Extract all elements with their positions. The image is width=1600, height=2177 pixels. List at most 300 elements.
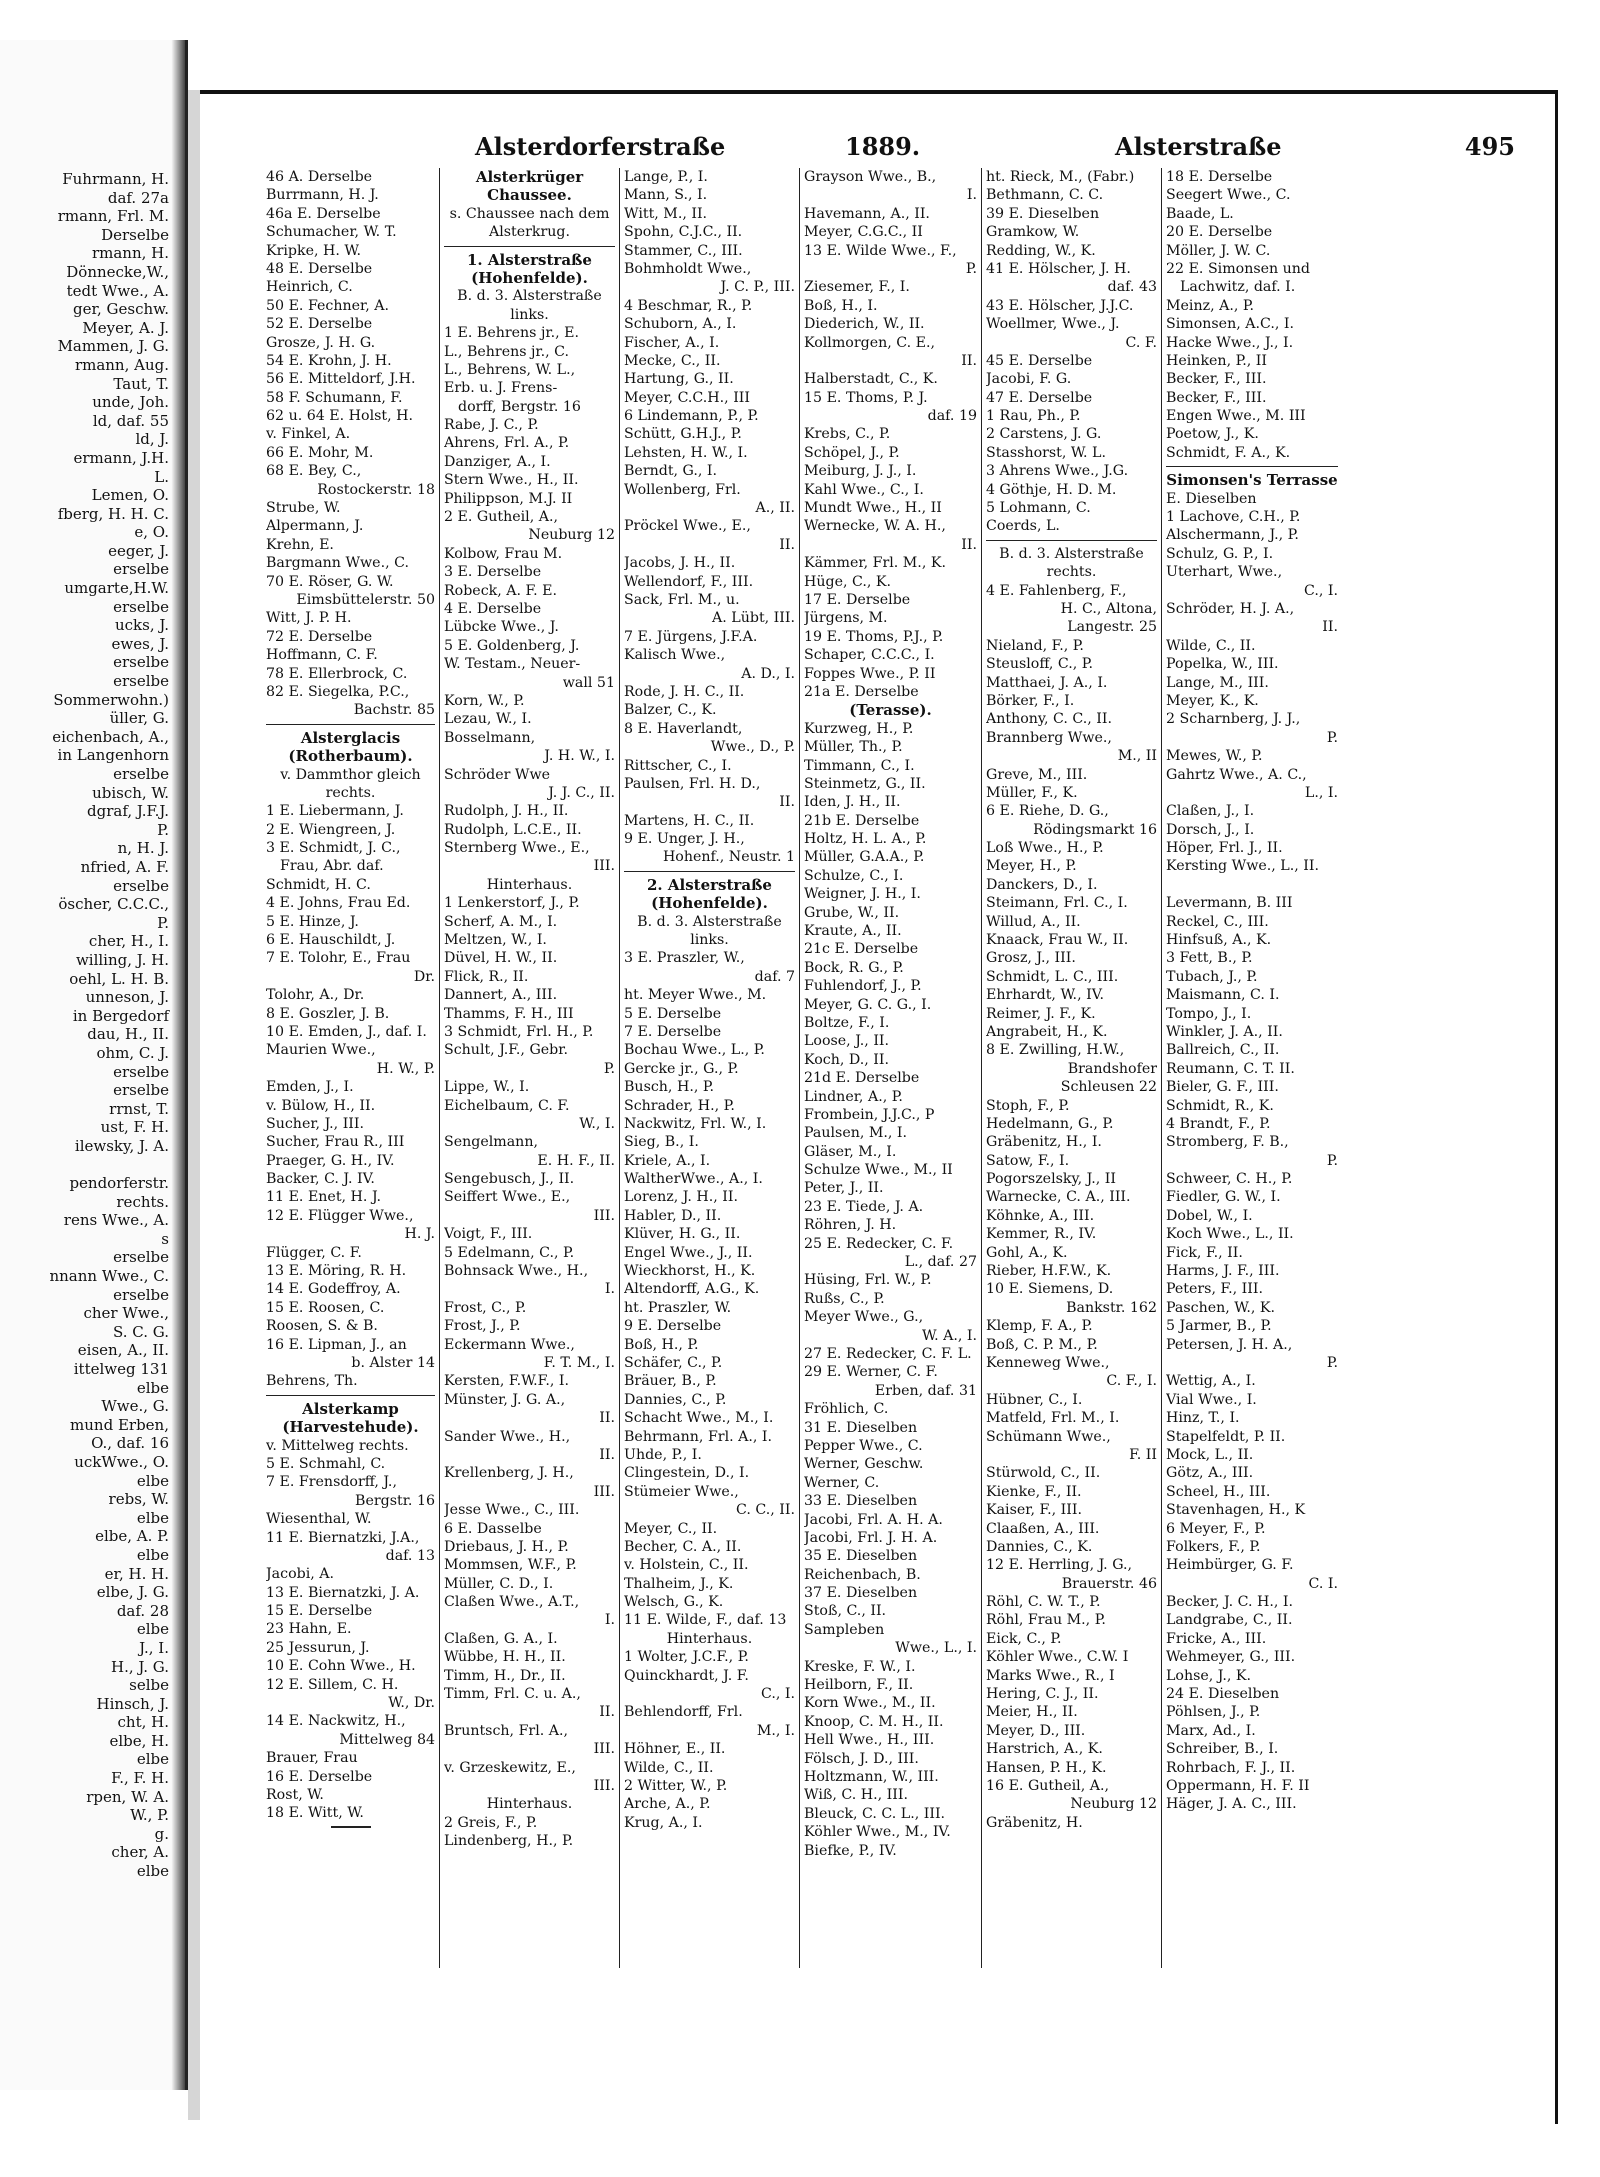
directory-entry: Müller, F., K. xyxy=(986,784,1078,801)
left-page-line: selbe xyxy=(129,1676,169,1695)
directory-entry: Claßen, J., I. xyxy=(1166,803,1255,820)
directory-entry: 39 E. Dieselben xyxy=(986,205,1100,222)
directory-entry: Schmidt, H. C. xyxy=(266,876,371,893)
directory-entry: Hohenf., Neustr. 1 xyxy=(662,849,795,866)
directory-entry: 41 E. Hölscher, J. H. xyxy=(986,260,1131,277)
directory-entry: 9 E. Unger, J. H., xyxy=(624,831,745,848)
directory-entry: WaltherWwe., A., I. xyxy=(624,1171,763,1188)
directory-entry: Martens, H. C., II. xyxy=(624,812,755,829)
directory-entry: Neuburg 12 xyxy=(1070,1796,1157,1813)
directory-entry: Philippson, M.J. II xyxy=(444,490,573,507)
directory-entry: M., I. xyxy=(756,1722,795,1739)
directory-entry: Nieland, F., P. xyxy=(986,637,1084,654)
directory-entry: Werner, Geschw. xyxy=(804,1456,924,1473)
left-page-line: elbe xyxy=(136,1378,169,1397)
directory-entry: Levermann, B. III xyxy=(1166,895,1293,912)
directory-entry: 3 E. Schmidt, J. C., xyxy=(266,840,401,857)
left-page-line: cht, H. xyxy=(117,1713,169,1732)
directory-entry: Bargmann Wwe., C. xyxy=(266,555,409,572)
directory-entry: 9 E. Derselbe xyxy=(624,1318,722,1335)
directory-entry: A., II. xyxy=(755,500,795,517)
directory-entry: Lange, P., I. xyxy=(624,169,708,185)
directory-entry: Götz, A., III. xyxy=(1166,1465,1254,1482)
directory-column-3 xyxy=(620,168,800,1968)
directory-entry: Dannert, A., III. xyxy=(444,987,558,1004)
directory-entry: B. d. 3. Alsterstraße xyxy=(637,913,782,930)
directory-entry: Warnecke, C. A., III. xyxy=(986,1189,1131,1206)
directory-entry: Koch Wwe., L., II. xyxy=(1166,1226,1294,1243)
directory-entry: Meyer, D., III. xyxy=(986,1722,1086,1739)
running-head-right-street: Alsterstraße xyxy=(1115,132,1282,161)
directory-entry: Lehsten, H. W., I. xyxy=(624,444,748,461)
directory-entry: Lindenberg, H., P. xyxy=(444,1833,574,1850)
directory-entry: 52 E. Derselbe xyxy=(266,316,373,333)
directory-entry: Lübcke Wwe., J. xyxy=(444,619,559,636)
directory-entry: II. xyxy=(961,536,977,553)
directory-entry: 7 E. Tolohr, E., Frau xyxy=(266,950,411,967)
directory-entry: Hüge, C., K. xyxy=(804,573,891,590)
left-page-line: erselbe xyxy=(113,765,169,783)
directory-entry: v. Dammthor gleich xyxy=(280,766,421,783)
left-page-line: elbe xyxy=(136,1545,169,1564)
left-page-line: rpen, W. A. xyxy=(86,1787,169,1806)
directory-entry: Simonsen, A.C., I. xyxy=(1166,316,1294,333)
left-page-line: elbe, A. P. xyxy=(95,1527,169,1546)
directory-entry: Wellendorf, F., III. xyxy=(624,573,754,590)
directory-entry: Pogorszelsky, J., II xyxy=(986,1171,1116,1188)
directory-entry: Woellmer, Wwe., J. xyxy=(986,316,1120,333)
directory-entry: J. J. C., II. xyxy=(548,784,615,801)
directory-entry: Alsterkrug. xyxy=(488,224,571,241)
left-page-line: ger, Geschw. xyxy=(73,300,169,319)
directory-entry: Kämmer, Frl. M., K. xyxy=(804,555,946,572)
directory-entry: Hering, C. J., II. xyxy=(986,1686,1099,1703)
left-page-line: rmann, Frl. M. xyxy=(57,207,169,226)
directory-entry: C. C., II. xyxy=(736,1502,795,1519)
directory-entry: Höper, Frl. J., II. xyxy=(1166,840,1283,857)
directory-entry: Engen Wwe., M. III xyxy=(1166,408,1306,425)
directory-entry: daf. 19 xyxy=(927,408,977,425)
directory-entry: 4 E. Fahlenberg, F., xyxy=(986,582,1127,599)
left-page-line: erselbe xyxy=(113,1248,169,1267)
directory-entry: Bock, R. G., P. xyxy=(804,959,904,976)
directory-entry: Emden, J., I. xyxy=(266,1079,354,1096)
directory-entry: Schumacher, W. T. xyxy=(266,224,397,241)
left-page-line: ermann, J.H. xyxy=(73,448,169,467)
section-divider xyxy=(444,246,615,247)
directory-entry: Gahrtz Wwe., A. C., xyxy=(1166,766,1307,783)
directory-entry: Grosze, J. H. G. xyxy=(266,334,376,351)
directory-entry: Kurzweg, H., P. xyxy=(804,720,914,737)
directory-entry: Clingestein, D., I. xyxy=(624,1465,750,1482)
directory-entry: Hinterhaus. xyxy=(486,876,573,893)
directory-entry: Ballreich, C., II. xyxy=(1166,1042,1280,1059)
directory-entry: 70 E. Röser, G. W. xyxy=(266,573,394,590)
directory-entry: 48 E. Derselbe xyxy=(266,260,373,277)
directory-entry: Kemmer, R., IV. xyxy=(986,1226,1097,1243)
directory-entry: Eichelbaum, C. F. xyxy=(444,1097,570,1114)
directory-entry: Hoffmann, C. F. xyxy=(266,647,378,664)
directory-entry: Becker, F., III. xyxy=(1166,389,1267,406)
directory-entry: Meltzen, W., I. xyxy=(444,932,547,949)
directory-entry: Lindner, A., P. xyxy=(804,1088,903,1105)
directory-column-6 xyxy=(1162,168,1342,1968)
directory-entry: 72 E. Derselbe xyxy=(266,628,373,645)
directory-entry: L., Behrens, W. L., xyxy=(444,361,576,378)
directory-entry: Steusloff, C., P. xyxy=(986,656,1093,673)
directory-entry: Lippe, W., I. xyxy=(444,1079,530,1096)
directory-entry: links. xyxy=(690,932,729,949)
directory-entry: 15 E. Derselbe xyxy=(266,1603,373,1620)
directory-entry: Praeger, G. H., IV. xyxy=(266,1152,395,1169)
left-page-line: elbe, H. xyxy=(109,1731,169,1750)
directory-entry: Boß, H., P. xyxy=(624,1336,699,1353)
directory-entry: Tubach, J., P. xyxy=(1166,968,1258,985)
directory-entry: Steinmetz, G., II. xyxy=(804,775,926,792)
directory-entry: Frombein, J.J.C., P xyxy=(804,1106,935,1123)
directory-entry: Becker, F., III. xyxy=(1166,371,1267,388)
directory-entry: Wiß, C. H., III. xyxy=(804,1787,908,1804)
directory-entry: 13 E. Biernatzki, J. A. xyxy=(266,1584,420,1601)
directory-entry: Danckers, D., I. xyxy=(986,876,1098,893)
street-heading: Alsterglacis xyxy=(300,728,401,747)
directory-entry: Bohnsack Wwe., H., xyxy=(444,1263,589,1280)
left-page-line: P. xyxy=(157,913,169,932)
directory-entry: Röhren, J. H. xyxy=(804,1217,897,1234)
page-gutter-shadow xyxy=(171,40,185,2090)
directory-entry: Stavenhagen, H., K xyxy=(1166,1502,1306,1519)
directory-entry: 46 A. Derselbe xyxy=(266,169,373,185)
directory-entry: II. xyxy=(779,794,795,811)
directory-entry: 2 E. Gutheil, A., xyxy=(444,509,558,526)
directory-entry: Mewes, W., P. xyxy=(1166,748,1263,765)
directory-entry: Paulsen, Frl. H. D., xyxy=(624,775,761,792)
directory-entry: Meyer, H., P. xyxy=(986,858,1077,875)
directory-entry: Berndt, G., I. xyxy=(624,463,718,480)
directory-entry: Voigt, F., III. xyxy=(444,1226,533,1243)
directory-entry: Müller, C. D., I. xyxy=(444,1575,554,1592)
end-rule xyxy=(331,1826,371,1828)
directory-entry: 29 E. Werner, C. F. xyxy=(804,1364,938,1381)
directory-entry: 5 E. Schmahl, C. xyxy=(266,1455,386,1472)
directory-entry: F. T. M., I. xyxy=(543,1355,615,1371)
directory-column-5 xyxy=(982,168,1162,1968)
left-page-line: Dönnecke,W., xyxy=(66,262,169,281)
left-page-line: üller, G. xyxy=(109,709,169,728)
page-number: 495 xyxy=(1464,132,1515,161)
directory-entry: Marks Wwe., R., I xyxy=(986,1667,1115,1684)
directory-entry: Frost, C., P. xyxy=(444,1299,527,1316)
directory-entry: B. d. 3. Alsterstraße xyxy=(999,545,1144,562)
directory-entry: Kersting Wwe., L., II. xyxy=(1166,858,1319,875)
directory-entry: Iden, J. H., II. xyxy=(804,794,901,811)
directory-entry: Köhler Wwe., M., IV. xyxy=(804,1824,951,1841)
directory-entry: Schümann Wwe., xyxy=(986,1428,1111,1445)
directory-entry: Sampleben xyxy=(804,1621,885,1638)
left-page-line: Sommerwohn.) xyxy=(53,690,169,709)
left-page-line: W., P. xyxy=(130,1806,169,1825)
left-page-line: Fuhrmann, H. xyxy=(62,170,169,188)
directory-entry: Mittelweg 84 xyxy=(339,1731,435,1748)
directory-entry: Alpermann, J. xyxy=(266,518,364,535)
directory-entry: Foppes Wwe., P. II xyxy=(804,665,936,682)
left-page-line: nfried, A. F. xyxy=(80,857,169,876)
directory-entry: 8 E. Haverlandt, xyxy=(624,720,743,737)
directory-entry: Vial Wwe., I. xyxy=(1166,1391,1257,1408)
left-page-line: J., I. xyxy=(139,1638,169,1657)
directory-entry: Schulz, G. P., I. xyxy=(1166,545,1274,562)
directory-entry: s. Chaussee nach dem xyxy=(449,205,610,222)
left-page-line: Derselbe xyxy=(101,225,169,244)
directory-entry: Redding, W., K. xyxy=(986,242,1096,259)
directory-entry: Schulze, C., I. xyxy=(804,867,904,884)
directory-entry: daf. 13 xyxy=(385,1547,435,1564)
directory-entry: 13 E. Möring, R. H. xyxy=(266,1263,407,1280)
directory-entry: 19 E. Thoms, P.J., P. xyxy=(804,628,944,645)
directory-entry: Hedelmann, G., P. xyxy=(986,1115,1114,1132)
directory-entry: Holtzmann, W., III. xyxy=(804,1768,939,1785)
directory-entry: Meyer, C.C.H., III xyxy=(624,389,751,406)
directory-entry: Winkler, J. A., II. xyxy=(1166,1023,1283,1040)
directory-entry: Stoph, F., P. xyxy=(986,1097,1070,1114)
directory-entry: Meiburg, J. J., I. xyxy=(804,463,917,480)
directory-entry: 6 Meyer, F., P. xyxy=(1166,1520,1266,1537)
directory-entry: Dobel, W., I. xyxy=(1166,1207,1253,1224)
directory-entry: Engel Wwe., J., II. xyxy=(624,1244,753,1261)
directory-entry: Strube, W. xyxy=(266,500,341,517)
directory-entry: Sengebusch, J., II. xyxy=(444,1171,575,1188)
directory-entry: Reimer, J. F., K. xyxy=(986,1005,1096,1022)
left-page-line: in Langenhorn xyxy=(57,746,169,765)
directory-entry: 25 E. Redecker, C. F. xyxy=(804,1235,954,1252)
directory-entry: Köhnke, A., III. xyxy=(986,1207,1095,1224)
directory-entry: Fricke, A., III. xyxy=(1166,1630,1267,1647)
directory-entry: Hinterhaus. xyxy=(486,1796,573,1813)
directory-entry: Korn Wwe., M., II. xyxy=(804,1695,936,1712)
directory-entry: Mock, L., II. xyxy=(1166,1446,1254,1463)
directory-entry: Timm, H., Dr., II. xyxy=(444,1667,566,1684)
directory-entry: Erben, daf. 31 xyxy=(874,1382,977,1399)
directory-entry: Fuhlendorf, J., P. xyxy=(804,978,922,995)
directory-entry: ht. Meyer Wwe., M. xyxy=(624,987,767,1004)
left-page-line: cher, A. xyxy=(111,1843,169,1862)
directory-entry: Fick, F., II. xyxy=(1166,1244,1243,1261)
left-page-line: elbe xyxy=(136,1471,169,1490)
running-head-left-street: Alsterdorferstraße xyxy=(475,132,726,161)
directory-entry: 3 Fett, B., P. xyxy=(1166,950,1253,967)
directory-entry: Heinrich, C. xyxy=(266,279,353,296)
directory-entry: 2 Carstens, J. G. xyxy=(986,426,1102,443)
directory-entry: 33 E. Dieselben xyxy=(804,1493,918,1510)
directory-entry: Schreiber, B., I. xyxy=(1166,1741,1279,1758)
directory-entry: Rudolph, J. H., II. xyxy=(444,803,569,820)
directory-entry: L., I. xyxy=(1304,784,1338,801)
directory-entry: Schröder, H. J. A., xyxy=(1166,600,1295,617)
directory-entry: Möller, J. W. C. xyxy=(1166,242,1271,259)
left-page-line: erselbe xyxy=(113,560,169,579)
directory-entry: II. xyxy=(1322,619,1338,636)
directory-entry: Schütt, G.H.J., P. xyxy=(624,426,742,443)
directory-entry: Höhner, E., II. xyxy=(624,1741,726,1758)
directory-entry: 54 E. Krohn, J. H. xyxy=(266,352,392,369)
directory-entry: Bleuck, C. C. L., III. xyxy=(804,1805,946,1822)
directory-entry: Krehn, E. xyxy=(266,536,334,553)
directory-entry: Reichenbach, B. xyxy=(804,1566,921,1583)
directory-entry: Meyer, C., II. xyxy=(624,1520,718,1537)
directory-entry: Eckermann Wwe., xyxy=(444,1336,575,1353)
directory-entry: Rabe, J. C., P. xyxy=(444,417,539,434)
directory-entry: Sternberg Wwe., E., xyxy=(444,840,590,857)
directory-entry: Loose, J., II. xyxy=(804,1033,890,1050)
directory-entry: Mann, S., I. xyxy=(624,187,708,204)
directory-entry: Werner, C. xyxy=(804,1474,880,1491)
directory-entry: Röhl, C. W. T., P. xyxy=(986,1594,1101,1611)
left-page-line: Meyer, A. J. xyxy=(82,318,169,337)
directory-entry: Bruntsch, Frl. A., xyxy=(444,1722,569,1739)
directory-entry: Kienke, F., II. xyxy=(986,1483,1082,1500)
directory-entry: Fröhlich, C. xyxy=(804,1401,889,1418)
directory-entry: Habler, D., II. xyxy=(624,1207,722,1224)
directory-entry: Wilde, C., II. xyxy=(1166,637,1256,654)
directory-column-4 xyxy=(800,168,982,1968)
directory-entry: Stürwold, C., II. xyxy=(986,1465,1101,1482)
directory-entry: Sucher, Frau R., III xyxy=(266,1134,405,1151)
directory-entry: Brauer, Frau xyxy=(266,1750,358,1767)
directory-entry: Bräuer, B., P. xyxy=(624,1373,717,1390)
section-divider xyxy=(1166,466,1338,467)
directory-entry: Grube, W., II. xyxy=(804,904,900,921)
directory-entry: Tompo, J., I. xyxy=(1166,1005,1252,1022)
directory-entry: Oppermann, H. F. II xyxy=(1166,1777,1310,1794)
directory-entry: Kaiser, F., III. xyxy=(986,1502,1082,1519)
section-divider xyxy=(266,1395,435,1396)
directory-entry: Gläser, M., I. xyxy=(804,1143,897,1160)
directory-entry: 31 E. Dieselben xyxy=(804,1419,918,1436)
directory-entry: Langestr. 25 xyxy=(1067,619,1157,636)
directory-entry: Coerds, L. xyxy=(986,518,1060,535)
directory-entry: Korn, W., P. xyxy=(444,692,525,709)
left-page-line: erselbe xyxy=(113,653,169,672)
directory-entry: E. H. F., II. xyxy=(537,1152,615,1169)
directory-entry: H. W., P. xyxy=(376,1060,435,1077)
directory-entry: 1 E. Liebermann, J. xyxy=(266,803,404,820)
directory-entry: Köhler Wwe., C.W. I xyxy=(986,1649,1129,1666)
directory-entry: Busch, H., P. xyxy=(624,1079,715,1096)
left-page-line: ittelweg 131 xyxy=(73,1360,169,1378)
directory-entry: Meyer, C.G.C., II xyxy=(804,224,923,241)
section-divider xyxy=(266,724,435,725)
directory-entry: Müller, G.A.A., P. xyxy=(804,849,925,866)
directory-entry: 25 Jessurun, J. xyxy=(266,1639,370,1656)
directory-entry: Kolbow, Frau M. xyxy=(444,545,563,562)
directory-entry: III. xyxy=(593,1483,615,1500)
left-page-line: ewes, J. xyxy=(111,634,169,653)
left-page-line: nnann Wwe., C. xyxy=(49,1267,169,1286)
directory-entry: Maismann, C. I. xyxy=(1166,987,1280,1004)
left-page-line: elbe xyxy=(136,1862,169,1881)
directory-entry: Claßen Wwe., A.T., xyxy=(444,1594,580,1611)
directory-entry: Klemp, F. A., P. xyxy=(986,1318,1093,1335)
directory-entry: Hüsing, Frl. W., P. xyxy=(804,1272,932,1289)
directory-entry: 5 Edelmann, C., P. xyxy=(444,1244,575,1261)
directory-entry: Loß Wwe., H., P. xyxy=(986,840,1104,857)
directory-entry: 27 E. Redecker, C. F. L. xyxy=(804,1346,972,1362)
directory-entry: 10 E. Emden, J., daf. I. xyxy=(266,1023,427,1040)
directory-entry: Rostockerstr. 18 xyxy=(317,481,435,498)
directory-entry: Wieckhorst, H., K. xyxy=(624,1263,756,1280)
directory-entry: Weigner, J. H., I. xyxy=(804,886,921,903)
directory-entry: Harstrich, A., K. xyxy=(986,1741,1103,1758)
directory-entry: Witt, J. P. H. xyxy=(266,610,352,627)
left-page-line: g. xyxy=(154,1824,169,1843)
directory-entry: Dannies, C., P. xyxy=(624,1391,727,1408)
directory-entry: Wehmeyer, G., III. xyxy=(1166,1649,1296,1666)
directory-entry: P. xyxy=(1326,1152,1338,1169)
directory-entry: C. F., I. xyxy=(1106,1373,1157,1390)
directory-entry: Bergstr. 16 xyxy=(355,1492,435,1509)
directory-entry: Knaack, Frau W., II. xyxy=(986,932,1129,949)
left-page-line: rebs, W. xyxy=(108,1490,169,1509)
directory-entry: Bochau Wwe., L., P. xyxy=(624,1042,765,1059)
directory-entry: Dr. xyxy=(413,968,435,985)
left-page-line: willing, J. H. xyxy=(75,950,169,969)
directory-entry: Lohse, J., K. xyxy=(1166,1667,1252,1684)
directory-entry: 6 E. Riehe, D. G., xyxy=(986,803,1109,820)
directory-entry: Willud, A., II. xyxy=(986,913,1081,930)
directory-entry: 1 Lachove, C.H., P. xyxy=(1166,509,1301,526)
directory-entry: 13 E. Wilde Wwe., F., xyxy=(804,242,957,259)
section-divider xyxy=(986,540,1157,541)
directory-entry: Timmann, C., I. xyxy=(804,757,915,774)
directory-entry: 15 E. Roosen, C. xyxy=(266,1299,385,1316)
left-page-line: ld, J. xyxy=(135,430,169,449)
directory-entry: Rittscher, C., I. xyxy=(624,757,732,774)
directory-entry: 7 E. Derselbe xyxy=(624,1023,722,1040)
directory-entry: 6 Lindemann, P., P. xyxy=(624,408,759,425)
directory-entry: 18 E. Witt, W. xyxy=(266,1805,364,1822)
directory-entry: Hell Wwe., H., III. xyxy=(804,1732,935,1749)
directory-entry: Heinken, P., II xyxy=(1166,352,1268,369)
directory-entry: Schmidt, R., K. xyxy=(1166,1097,1274,1114)
directory-entry: Spohn, C.J.C., II. xyxy=(624,224,743,241)
left-page-line: ust, F. H. xyxy=(100,1118,169,1137)
left-page-text xyxy=(0,170,175,1881)
left-page-line: dgraf, J.F.J. xyxy=(87,802,169,821)
left-page-line: daf. 27a xyxy=(107,188,169,207)
directory-entry: Jacobs, J. H., II. xyxy=(624,555,736,572)
directory-entry: III. xyxy=(593,1777,615,1794)
directory-entry: Wernecke, W. A. H., xyxy=(804,518,946,535)
directory-entry: Schäfer, C., P. xyxy=(624,1355,723,1371)
directory-entry: 4 E. Derselbe xyxy=(444,600,542,617)
street-heading: (Hohenfelde). xyxy=(471,268,588,287)
directory-entry: 10 E. Cohn Wwe., H. xyxy=(266,1658,416,1675)
directory-entry: Claßen, G. A., I. xyxy=(444,1630,558,1647)
directory-entry: Harms, J. F., III. xyxy=(1166,1263,1280,1280)
directory-entry: Eick, C., P. xyxy=(986,1630,1062,1647)
directory-entry: L., Behrens jr., C. xyxy=(444,343,570,360)
directory-entry: Schweer, C. H., P. xyxy=(1166,1171,1293,1188)
directory-entry: Behlendorff, Frl. xyxy=(624,1704,743,1721)
directory-entry: Paulsen, M., I. xyxy=(804,1125,908,1142)
left-page-line: unneson, J. xyxy=(85,988,169,1007)
directory-entry xyxy=(1166,876,1338,894)
directory-entry: Jürgens, M. xyxy=(804,610,888,627)
directory-entry: 1 E. Behrens jr., E. xyxy=(444,325,579,342)
directory-entry: Sengelmann, xyxy=(444,1134,538,1151)
directory-entry: 7 E. Jürgens, J.F.A. xyxy=(624,628,758,645)
directory-entry: Gräbenitz, H., I. xyxy=(986,1134,1102,1151)
